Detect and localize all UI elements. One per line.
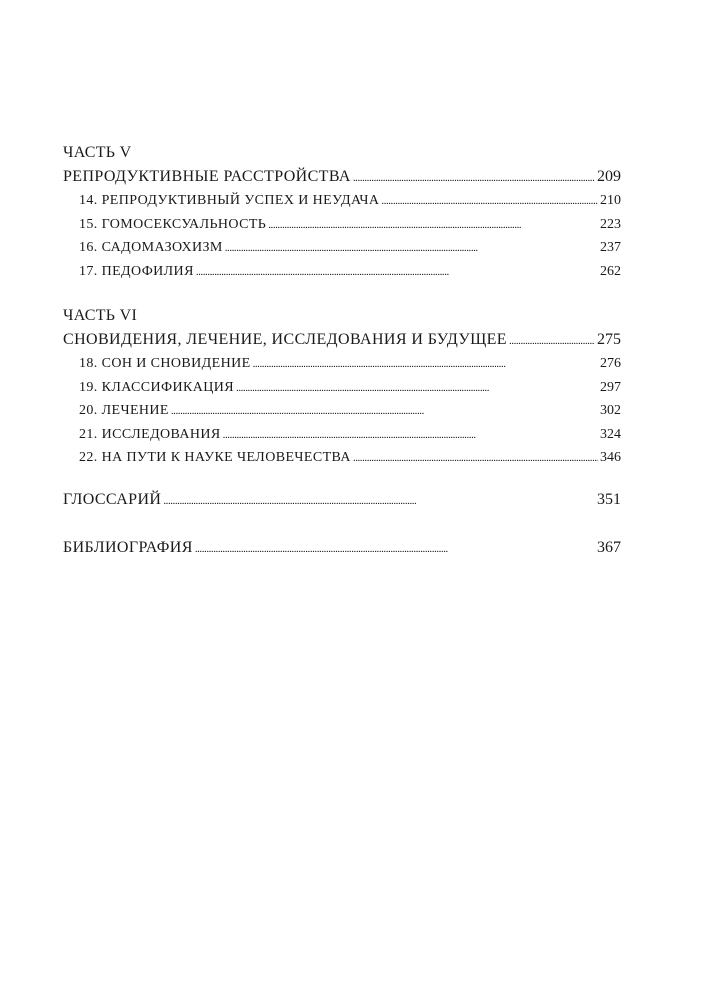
toc-entry-part-title[interactable] xyxy=(63,165,621,189)
dot-leader xyxy=(196,261,598,285)
page-number: 351 xyxy=(597,490,621,508)
dot-leader xyxy=(225,237,598,261)
entry-title: 15. ГОМОСЕКСУАЛЬНОСТЬ xyxy=(79,216,267,232)
page-number: 324 xyxy=(600,426,621,442)
toc-entry-chapter[interactable] xyxy=(63,399,621,423)
page-number: 302 xyxy=(600,403,621,418)
entry-title: РЕПРОДУКТИВНЫЕ РАССТРОЙСТВА xyxy=(63,168,351,185)
toc-entry-chapter[interactable] xyxy=(63,423,621,447)
page-number: 275 xyxy=(597,331,621,348)
dot-leader xyxy=(268,214,598,238)
toc-entry-chapter[interactable] xyxy=(63,236,621,260)
dot-leader xyxy=(253,353,598,377)
toc-entry-chapter[interactable] xyxy=(63,446,621,470)
dot-leader xyxy=(171,400,598,424)
page-number: 209 xyxy=(597,168,621,185)
page-number: 276 xyxy=(600,356,621,371)
toc-part-6 xyxy=(63,304,621,470)
page-number: 210 xyxy=(600,193,621,208)
entry-title: 17. ПЕДОФИЛИЯ xyxy=(79,263,194,279)
dot-leader xyxy=(195,537,595,561)
toc-entry-chapter[interactable] xyxy=(63,260,621,284)
toc-part-5 xyxy=(63,141,621,283)
toc-entry-chapter[interactable] xyxy=(63,213,621,237)
dot-leader xyxy=(223,424,598,448)
page-number: 262 xyxy=(600,263,621,279)
toc-entry-chapter[interactable] xyxy=(63,352,621,376)
part-label: ЧАСТЬ VI xyxy=(63,307,138,324)
page-number: 237 xyxy=(600,240,621,255)
entry-title: ГЛОССАРИЙ xyxy=(63,490,162,508)
dot-leader xyxy=(509,329,595,353)
entry-title: 14. РЕПРОДУКТИВНЫЙ УСПЕХ И НЕУДАЧА xyxy=(79,193,380,208)
toc-entry-glossary[interactable] xyxy=(63,488,621,512)
part-label: ЧАСТЬ V xyxy=(63,144,132,161)
entry-title: СНОВИДЕНИЯ, ЛЕЧЕНИЕ, ИССЛЕДОВАНИЯ И БУДУЩЕЕ xyxy=(63,331,507,348)
entry-title: 19. КЛАССИФИКАЦИЯ xyxy=(79,379,235,395)
dot-leader xyxy=(353,166,595,190)
page-number: 297 xyxy=(600,379,621,395)
entry-title: 22. НА ПУТИ К НАУКЕ ЧЕЛОВЕЧЕСТВА xyxy=(79,450,351,465)
entry-title: 18. СОН И СНОВИДЕНИЕ xyxy=(79,356,251,371)
entry-title: 20. ЛЕЧЕНИЕ xyxy=(79,403,169,418)
entry-title: 21. ИССЛЕДОВАНИЯ xyxy=(79,426,221,442)
toc-glossary xyxy=(63,488,621,512)
page-number: 223 xyxy=(600,216,621,232)
entry-title: БИБЛИОГРАФИЯ xyxy=(63,538,193,556)
page-number: 346 xyxy=(600,450,621,465)
toc-entry-part-title[interactable] xyxy=(63,328,621,352)
dot-leader xyxy=(163,489,595,513)
table-of-contents xyxy=(63,141,621,584)
entry-title: 16. САДОМАЗОХИЗМ xyxy=(79,240,223,255)
page-number: 367 xyxy=(597,538,621,556)
toc-entry-chapter[interactable] xyxy=(63,376,621,400)
toc-bibliography xyxy=(63,536,621,560)
dot-leader xyxy=(236,377,598,401)
toc-entry-chapter[interactable] xyxy=(63,189,621,213)
dot-leader xyxy=(381,190,598,214)
toc-entry-bibliography[interactable] xyxy=(63,536,621,560)
dot-leader xyxy=(353,447,598,471)
